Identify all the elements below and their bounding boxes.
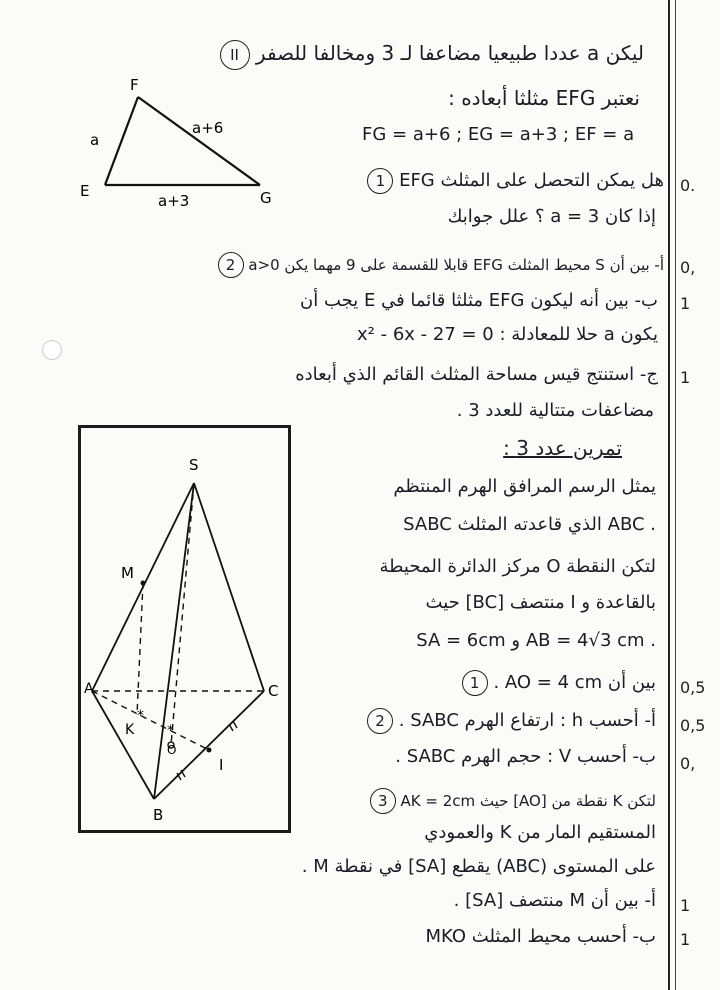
ex2-dimensions: FG = a+6 ; EG = a+3 ; EF = a <box>362 124 635 145</box>
ex3-title: تمرين عدد 3 : <box>503 436 622 460</box>
edge-sc <box>194 483 264 691</box>
mark-ex3-q2a: 0,5 <box>680 716 706 735</box>
point-k-star: * <box>137 708 144 724</box>
mark-ex3-q3a: 1 <box>680 896 691 915</box>
ex3-intro2: SABC الذي قاعدته المثلث ABC . <box>403 514 656 535</box>
ex2-q1-line1 <box>363 168 664 194</box>
ex3-intro3: لتكن النقطة O مركز الدائرة المحيطة <box>379 556 656 577</box>
ex3-q3-badge: 3 <box>370 788 396 814</box>
grading-margin-line <box>668 0 670 990</box>
ex3-q1 <box>458 670 656 696</box>
label-s: S <box>189 456 199 474</box>
label-a: A <box>84 681 94 697</box>
mark-ex3-q2b: 0, <box>680 754 696 773</box>
ex2-q2b-line2: يكون a حلا للمعادلة : x² - 6x - 27 = 0 <box>357 324 658 345</box>
label-k: K <box>125 722 135 738</box>
ex2-number-badge: II <box>220 40 250 70</box>
point-o-star: * <box>167 723 174 739</box>
triangle-label-e: E <box>80 182 90 200</box>
ex2-q1-text: هل يمكن التحصل على المثلث EFG <box>399 170 664 191</box>
mark-ex2-q2c: 1 <box>680 368 691 387</box>
ex3-q3a: أ- بين أن M منتصف [SA] . <box>453 890 656 911</box>
ex3-q2b: ب- أحسب V : حجم الهرم SABC . <box>395 746 656 767</box>
ex2-line1-text: ليكن a عددا طبيعيا مضاعفا لـ 3 ومخالفا للصفر <box>255 41 644 65</box>
triangle-side-a-label: a <box>90 131 100 149</box>
mark-ex3-q3b: 1 <box>680 930 691 949</box>
ex3-q3b: ب- أحسب محيط المثلث MKO <box>425 926 656 947</box>
tick-ci-1 <box>229 724 233 731</box>
point-m <box>141 581 146 586</box>
ex2-q2a <box>214 252 664 278</box>
ex3-intro5: SA = 6cm و AB = 4√3 cm . <box>416 630 656 651</box>
point-i <box>207 748 212 753</box>
label-c: C <box>268 682 279 700</box>
ex3-q3-line2: المستقيم المار من K والعمودي <box>424 822 656 843</box>
label-i: I <box>219 756 224 774</box>
ex3-intro1: يمثل الرسم المرافق الهرم المنتظم <box>393 476 656 497</box>
ex2-q2-badge: 2 <box>218 252 244 278</box>
ex2-q2a-text: أ- بين أن S محيط المثلث EFG قابلا للقسمة على 9 مهما يكن a>0 <box>248 256 664 274</box>
label-b: B <box>153 806 164 824</box>
ex3-q2-badge: 2 <box>367 708 393 734</box>
ex3-q3-line3: على المستوى (ABC) يقطع [SA] في نقطة M . <box>301 856 656 877</box>
ex2-q2b-line1: ب- بين أنه ليكون EFG مثلثا قائما في E يجب أن <box>300 290 658 311</box>
ex2-q1-badge: 1 <box>367 168 393 194</box>
ex3-q2a <box>363 708 656 734</box>
triangle-side-fg <box>138 97 260 185</box>
label-o: O <box>167 743 177 757</box>
ex3-q3-line1 <box>366 788 656 814</box>
triangle-side-a6-label: a+6 <box>192 119 224 137</box>
pyramid-figure <box>81 428 288 830</box>
triangle-label-g: G <box>260 189 272 207</box>
grading-margin-line-inner <box>675 0 676 990</box>
ex2-line2: نعتبر EFG مثلثا أبعاده : <box>448 86 640 110</box>
pyramid-figure-frame <box>78 425 291 833</box>
ex3-q1-text: بين أن AO = 4 cm . <box>493 672 656 693</box>
mark-ex2-q1: 0. <box>680 176 696 195</box>
ex3-q3-line1-text: لتكن K نقطة من [AO] حيث AK = 2cm <box>400 792 656 810</box>
mark-ex2-q2b: 1 <box>680 294 691 313</box>
mark-ex2-q2a: 0, <box>680 258 696 277</box>
tick-ci-2 <box>233 721 237 728</box>
label-m: M <box>121 564 134 582</box>
punch-hole <box>42 340 62 360</box>
ex2-q2c-line2: مضاعفات متتالية للعدد 3 . <box>456 400 654 421</box>
ex3-intro4: بالقاعدة و I منتصف [BC] حيث <box>425 592 656 613</box>
triangle-side-a3-label: a+3 <box>158 192 190 210</box>
mark-ex3-q1: 0,5 <box>680 678 706 697</box>
triangle-label-f: F <box>130 76 139 94</box>
ex2-line1 <box>216 40 644 70</box>
ex2-q2c-line1: ج- استنتج قيس مساحة المثلث القائم الذي أبعاده <box>295 364 658 385</box>
ex3-q2a-text: أ- أحسب h : ارتفاع الهرم SABC . <box>398 710 656 731</box>
triangle-side-ef <box>105 97 138 185</box>
segment-mk <box>137 583 143 715</box>
ex2-q1-line2: إذا كان a = 3 ؟ علل جوابك <box>447 206 656 227</box>
triangle-efg-figure <box>70 70 300 220</box>
ex3-q1-badge: 1 <box>462 670 488 696</box>
